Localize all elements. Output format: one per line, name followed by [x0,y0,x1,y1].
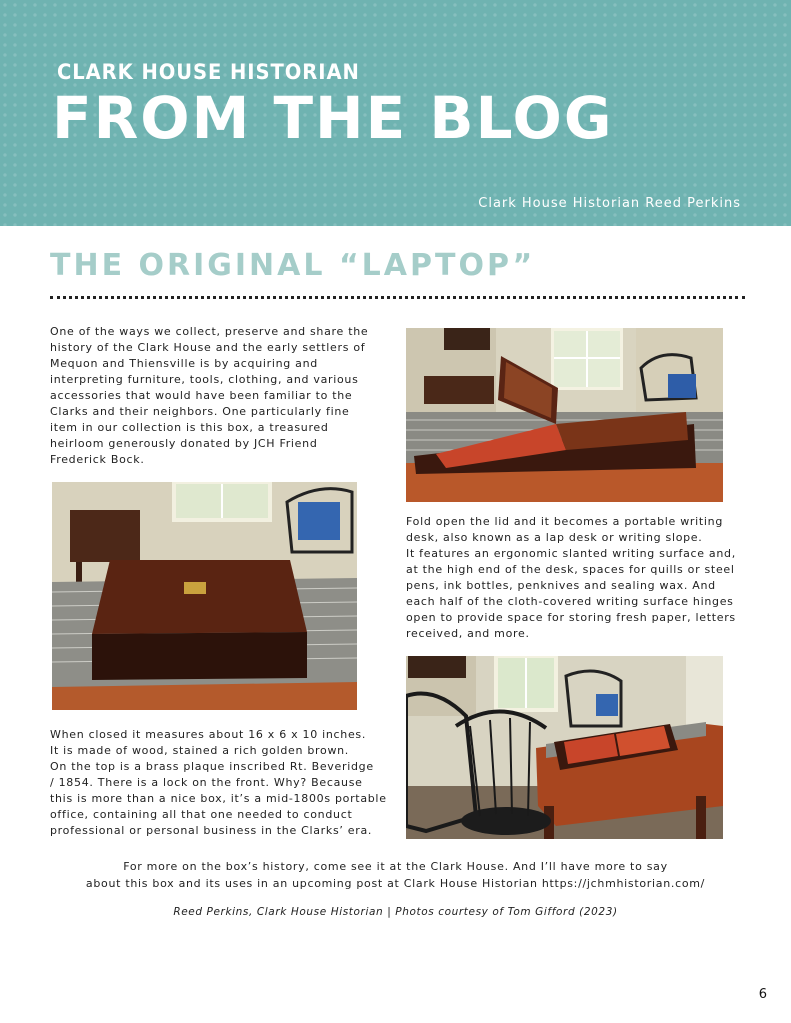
intro-line: Frederick Bock. [50,453,145,466]
closing-line: about this box and its uses in an upcoming post at Clark House Historian https://jchmhistorian.com/ [85,877,706,890]
header-banner [0,0,791,226]
open-desk-line: received, and more. [406,627,530,640]
intro-line: Clarks and their neighbors. One particularly fine [50,405,350,418]
open-desk-paragraph [406,514,736,642]
intro-line: accessories that would have been familiar to the [50,389,353,402]
intro-line: history of the Clark House and the early settlers of [50,341,366,354]
intro-line: interpreting furniture, tools, clothing, and various [50,373,359,386]
page-number: 6 [758,987,767,1002]
closing-line: For more on the box’s history, come see it at the Clark House. And I’ll have more to say [123,860,668,873]
author-byline: Clark House Historian Reed Perkins [478,196,741,211]
photo-open-writing-desk [406,328,723,502]
intro-line: Mequon and Thiensville is by acquiring and [50,357,318,370]
intro-line: item in our collection is this box, a treasured [50,421,329,434]
section-kicker: CLARK HOUSE HISTORIAN [57,60,360,84]
page-headline: FROM THE BLOG [52,84,614,152]
photo-closed-box [52,482,357,710]
photo-desk-in-room [406,656,723,839]
open-desk-line: pens, ink bottles, penknives and sealing wax. And [406,579,716,592]
open-desk-line: It features an ergonomic slanted writing surface and, [406,547,736,560]
intro-paragraph [50,324,368,468]
open-desk-line: at the high end of the desk, spaces for quills or steel [406,563,735,576]
closed-box-line: When closed it measures about 16 x 6 x 10 inches. [50,728,367,741]
open-desk-line: Fold open the lid and it becomes a portable writing [406,515,724,528]
dotted-divider [50,296,745,300]
intro-line: heirloom generously donated by JCH Friend [50,437,318,450]
intro-line: One of the ways we collect, preserve and share the [50,325,369,338]
closed-box-line: It is made of wood, stained a rich golden brown. [50,744,350,757]
closed-box-line: this is more than a nice box, it’s a mid-1800s portable [50,792,387,805]
closed-box-line: / 1854. There is a lock on the front. Why? Because [50,776,363,789]
open-desk-line: open to provide space for storing fresh paper, letters [406,611,736,624]
photo-credit: Reed Perkins, Clark House Historian | Photos courtesy of Tom Gifford (2023) [173,906,618,918]
closed-box-line: professional or personal business in the Clarks’ era. [50,824,373,837]
closed-box-line: On the top is a brass plaque inscribed Rt. Beveridge [50,760,374,773]
article-title: THE ORIGINAL “LAPTOP” [50,248,536,283]
open-desk-line: each half of the cloth-covered writing surface hinges [406,595,734,608]
closed-box-paragraph [50,727,387,839]
open-desk-line: desk, also known as a lap desk or writing slope. [406,531,703,544]
closing-note [0,858,791,892]
closed-box-line: office, containing all that one needed to conduct [50,808,353,821]
